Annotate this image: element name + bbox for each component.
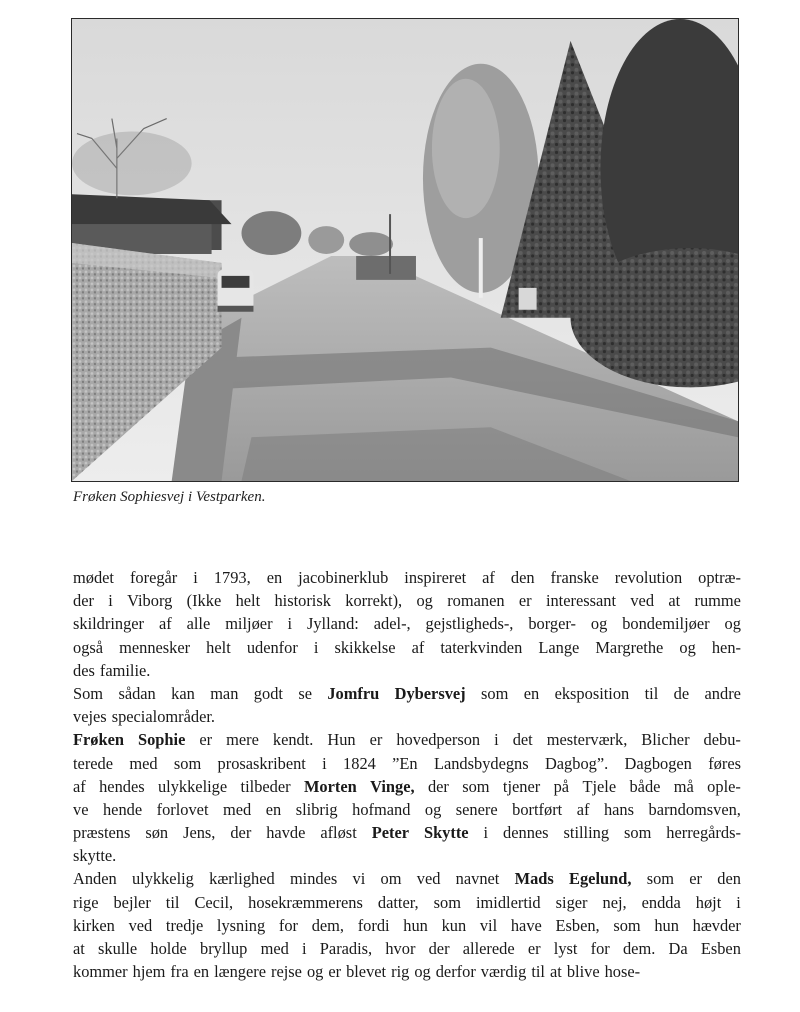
word: specialområder. bbox=[111, 707, 215, 727]
street-photograph bbox=[71, 18, 739, 482]
word: vil bbox=[479, 915, 498, 935]
text-line bbox=[73, 960, 741, 983]
word: er bbox=[369, 730, 383, 750]
word: jacobinerklub bbox=[298, 568, 389, 587]
word: Paradis, bbox=[319, 939, 373, 958]
word: borger- bbox=[528, 614, 576, 634]
word: er bbox=[328, 962, 342, 982]
word: værdig bbox=[480, 962, 527, 982]
word: adel-, bbox=[373, 614, 411, 634]
word: på bbox=[553, 776, 570, 796]
word: hun bbox=[654, 915, 679, 935]
word: rejse bbox=[270, 962, 302, 982]
text-line bbox=[73, 682, 741, 705]
word: kendt. bbox=[272, 730, 314, 750]
word: romanen bbox=[447, 591, 505, 611]
word: lysning bbox=[216, 915, 266, 935]
word: Jens, bbox=[183, 823, 216, 843]
word: dem, bbox=[311, 915, 345, 935]
article-body bbox=[73, 566, 741, 983]
word: vi bbox=[352, 869, 366, 889]
word: 1824 bbox=[343, 753, 376, 773]
word: som bbox=[624, 823, 652, 843]
word: som bbox=[462, 776, 490, 796]
word: helt bbox=[206, 637, 231, 657]
word: lyst bbox=[553, 939, 578, 958]
word: at bbox=[73, 939, 85, 958]
word: Anden bbox=[73, 869, 117, 889]
text-line bbox=[73, 566, 741, 589]
word: taterkvinden bbox=[440, 637, 523, 657]
word: ved bbox=[128, 915, 153, 935]
word: i bbox=[494, 730, 499, 750]
word: helt bbox=[235, 591, 261, 611]
paragraph bbox=[73, 728, 741, 867]
word: må bbox=[673, 776, 694, 796]
word: tilbeder bbox=[240, 776, 291, 796]
word: ople- bbox=[707, 776, 741, 796]
word: søn bbox=[145, 823, 169, 843]
word: der bbox=[230, 823, 252, 843]
text-line bbox=[73, 821, 741, 844]
word: Cecil, bbox=[194, 892, 234, 912]
word: i bbox=[108, 591, 113, 611]
text-line bbox=[73, 705, 741, 728]
word: en bbox=[193, 962, 210, 982]
word: med bbox=[223, 799, 252, 819]
bold-name: Frøken bbox=[73, 730, 124, 750]
bold-name: Egelund, bbox=[569, 869, 632, 889]
word: skytte. bbox=[73, 846, 117, 866]
word: godt bbox=[253, 683, 283, 703]
word: til bbox=[644, 683, 659, 703]
text-line bbox=[73, 752, 741, 775]
word: ved bbox=[630, 591, 655, 611]
word: skulle bbox=[98, 939, 138, 958]
word: gejstligheds-, bbox=[425, 614, 514, 634]
word: bryllup bbox=[200, 939, 248, 958]
paragraph bbox=[73, 867, 741, 983]
word: og bbox=[424, 799, 442, 819]
word: bejler bbox=[113, 892, 151, 912]
word: familie. bbox=[99, 660, 151, 680]
word: i bbox=[193, 568, 198, 587]
word: til bbox=[165, 892, 180, 912]
word: som bbox=[613, 915, 641, 935]
word: kommer bbox=[73, 962, 128, 982]
word: Lange bbox=[538, 637, 580, 657]
word: er bbox=[199, 730, 213, 750]
word: skikkelse bbox=[334, 637, 396, 657]
word: hovedperson bbox=[396, 730, 481, 750]
word: at bbox=[668, 591, 681, 611]
paragraph bbox=[73, 682, 741, 728]
word: hofmand bbox=[352, 799, 411, 819]
word: Esben bbox=[700, 939, 741, 958]
word: Viborg bbox=[127, 591, 173, 611]
word: hun bbox=[403, 915, 428, 935]
text-line bbox=[73, 891, 741, 914]
bold-name: Dybersvej bbox=[394, 683, 466, 703]
bold-name: Mads bbox=[514, 869, 554, 889]
word: bondemiljøer bbox=[622, 614, 710, 634]
word: Da bbox=[668, 939, 688, 958]
word: 1793, bbox=[213, 568, 251, 587]
word: barndomsven, bbox=[648, 799, 741, 819]
word: korrekt), bbox=[345, 591, 403, 611]
word: i bbox=[483, 823, 489, 843]
word: stilling bbox=[563, 823, 610, 843]
word: at bbox=[549, 962, 562, 982]
word: herregårds- bbox=[666, 823, 741, 843]
word: og bbox=[724, 614, 741, 634]
word: udenfor bbox=[246, 637, 298, 657]
text-line bbox=[73, 775, 741, 798]
word: tjener bbox=[502, 776, 541, 796]
word: revolution bbox=[614, 568, 683, 587]
word: dem. bbox=[622, 939, 656, 958]
word: kærlighed bbox=[209, 869, 275, 889]
word: om bbox=[380, 869, 402, 889]
word: dennes bbox=[503, 823, 549, 843]
word: bortført bbox=[512, 799, 563, 819]
word: navnet bbox=[455, 869, 500, 889]
word: en bbox=[266, 568, 283, 587]
word: både bbox=[629, 776, 661, 796]
text-line bbox=[73, 867, 741, 890]
word: også bbox=[73, 637, 104, 657]
word: kirken bbox=[73, 915, 115, 935]
word: rige bbox=[73, 892, 99, 912]
word: mesterværk, bbox=[546, 730, 628, 750]
word: den bbox=[717, 869, 741, 889]
word: af bbox=[576, 799, 590, 819]
word: derfor bbox=[435, 962, 476, 982]
word: des bbox=[73, 660, 95, 680]
word: Margrethe bbox=[595, 637, 664, 657]
word: længere bbox=[214, 962, 266, 982]
word: prosaskribent bbox=[217, 753, 306, 773]
word: en bbox=[523, 683, 540, 703]
bold-name: Vinge, bbox=[370, 776, 415, 796]
word: hendes bbox=[99, 776, 145, 796]
word: franske bbox=[550, 568, 599, 587]
word: som bbox=[481, 683, 509, 703]
text-line bbox=[73, 636, 741, 659]
text-line bbox=[73, 914, 741, 937]
word: afløst bbox=[320, 823, 357, 843]
paragraph bbox=[73, 566, 741, 682]
word: senere bbox=[455, 799, 498, 819]
word: andre bbox=[704, 683, 741, 703]
bold-name: Morten bbox=[303, 776, 357, 796]
word: og bbox=[590, 614, 608, 634]
word: af bbox=[73, 776, 86, 796]
word: Som bbox=[73, 683, 104, 703]
word: ved bbox=[416, 869, 441, 889]
word: til bbox=[531, 962, 545, 982]
word: der bbox=[427, 776, 449, 796]
word: som bbox=[173, 753, 202, 773]
bold-name: Jomfru bbox=[327, 683, 380, 703]
word: siger bbox=[555, 892, 588, 912]
word: datter, bbox=[377, 892, 419, 912]
word: i bbox=[287, 614, 293, 634]
word: slibrig bbox=[295, 799, 338, 819]
word: er bbox=[518, 591, 532, 611]
word: med bbox=[129, 753, 158, 773]
word: Blicher bbox=[641, 730, 690, 750]
word: blive bbox=[566, 962, 600, 982]
photo-caption: Frøken Sophiesvej i Vestparken. bbox=[73, 489, 266, 505]
word: hævder bbox=[692, 915, 741, 935]
text-line bbox=[73, 612, 741, 635]
word: de bbox=[673, 683, 690, 703]
word: tredje bbox=[165, 915, 204, 935]
word: i bbox=[302, 939, 307, 958]
word: ”En bbox=[392, 753, 418, 773]
text-line bbox=[73, 589, 741, 612]
word: som bbox=[646, 869, 675, 889]
word: man bbox=[210, 683, 239, 703]
word: fordi bbox=[357, 915, 390, 935]
word: inspireret bbox=[404, 568, 467, 587]
word: foregår bbox=[129, 568, 178, 587]
word: hans bbox=[603, 799, 634, 819]
word: og bbox=[414, 962, 431, 982]
word: rumme bbox=[694, 591, 741, 611]
word: debu- bbox=[703, 730, 741, 750]
word: allerede bbox=[462, 939, 515, 958]
word: historisk bbox=[274, 591, 331, 611]
word: fra bbox=[170, 962, 189, 982]
word: kan bbox=[171, 683, 195, 703]
word: mindes bbox=[289, 869, 338, 889]
word: blevet bbox=[346, 962, 387, 982]
bold-name: Peter bbox=[371, 823, 409, 843]
word: som bbox=[433, 892, 461, 912]
word: se bbox=[298, 683, 312, 703]
word: er bbox=[527, 939, 541, 958]
text-line bbox=[73, 798, 741, 821]
word: i bbox=[313, 637, 319, 657]
word: med bbox=[260, 939, 289, 958]
word: en bbox=[265, 799, 282, 819]
word: for bbox=[278, 915, 299, 935]
word: vejes bbox=[73, 707, 107, 727]
word: der bbox=[428, 939, 450, 958]
word: eksposition bbox=[554, 683, 630, 703]
word: Tjele bbox=[582, 776, 617, 796]
word: hen- bbox=[711, 637, 741, 657]
word: Jylland: bbox=[306, 614, 359, 634]
word: terede bbox=[73, 753, 114, 773]
word: (Ikke bbox=[186, 591, 222, 611]
word: kun bbox=[441, 915, 467, 935]
word: hjem bbox=[132, 962, 166, 982]
word: og bbox=[416, 591, 433, 611]
word: hosekræmmerens bbox=[248, 892, 363, 912]
word: Hun bbox=[327, 730, 356, 750]
word: ulykkelig bbox=[131, 869, 194, 889]
bold-name: Sophie bbox=[138, 730, 186, 750]
word: og bbox=[679, 637, 696, 657]
word: den bbox=[510, 568, 535, 587]
word: og bbox=[306, 962, 324, 982]
word: ve bbox=[73, 799, 89, 819]
word: det bbox=[512, 730, 533, 750]
word: hvor bbox=[385, 939, 416, 958]
word: føres bbox=[708, 753, 741, 773]
word: i bbox=[322, 753, 327, 773]
word: der bbox=[73, 591, 94, 611]
word: af bbox=[411, 637, 425, 657]
text-line bbox=[73, 728, 741, 751]
text-line bbox=[73, 937, 741, 960]
word: have bbox=[510, 915, 542, 935]
word: mere bbox=[226, 730, 259, 750]
word: hose- bbox=[604, 962, 641, 982]
text-line bbox=[73, 844, 741, 867]
word: i bbox=[736, 892, 741, 912]
word: hende bbox=[102, 799, 143, 819]
word: Landsbydegns bbox=[433, 753, 529, 773]
word: nej, bbox=[602, 892, 627, 912]
word: optræ- bbox=[698, 568, 741, 587]
word: alle bbox=[186, 614, 211, 634]
bold-name: Skytte bbox=[423, 823, 469, 843]
word: interessant bbox=[545, 591, 617, 611]
word: endda bbox=[641, 892, 681, 912]
word: miljøer bbox=[225, 614, 273, 634]
word: forlovet bbox=[156, 799, 209, 819]
word: Esben, bbox=[555, 915, 600, 935]
word: er bbox=[689, 869, 703, 889]
word: mennesker bbox=[119, 637, 191, 657]
word: imidlertid bbox=[475, 892, 541, 912]
word: sådan bbox=[118, 683, 156, 703]
word: Dagbog”. bbox=[544, 753, 609, 773]
word: rig bbox=[391, 962, 410, 982]
word: af bbox=[158, 614, 172, 634]
word: mødet bbox=[73, 568, 114, 587]
word: Dagbogen bbox=[624, 753, 692, 773]
word: ulykkelige bbox=[157, 776, 228, 796]
word: højt bbox=[695, 892, 722, 912]
word: havde bbox=[266, 823, 306, 843]
word: holde bbox=[150, 939, 187, 958]
word: skildringer bbox=[73, 614, 145, 634]
word: af bbox=[482, 568, 495, 587]
word: for bbox=[590, 939, 610, 958]
text-line bbox=[73, 659, 741, 682]
word: præstens bbox=[73, 823, 131, 843]
